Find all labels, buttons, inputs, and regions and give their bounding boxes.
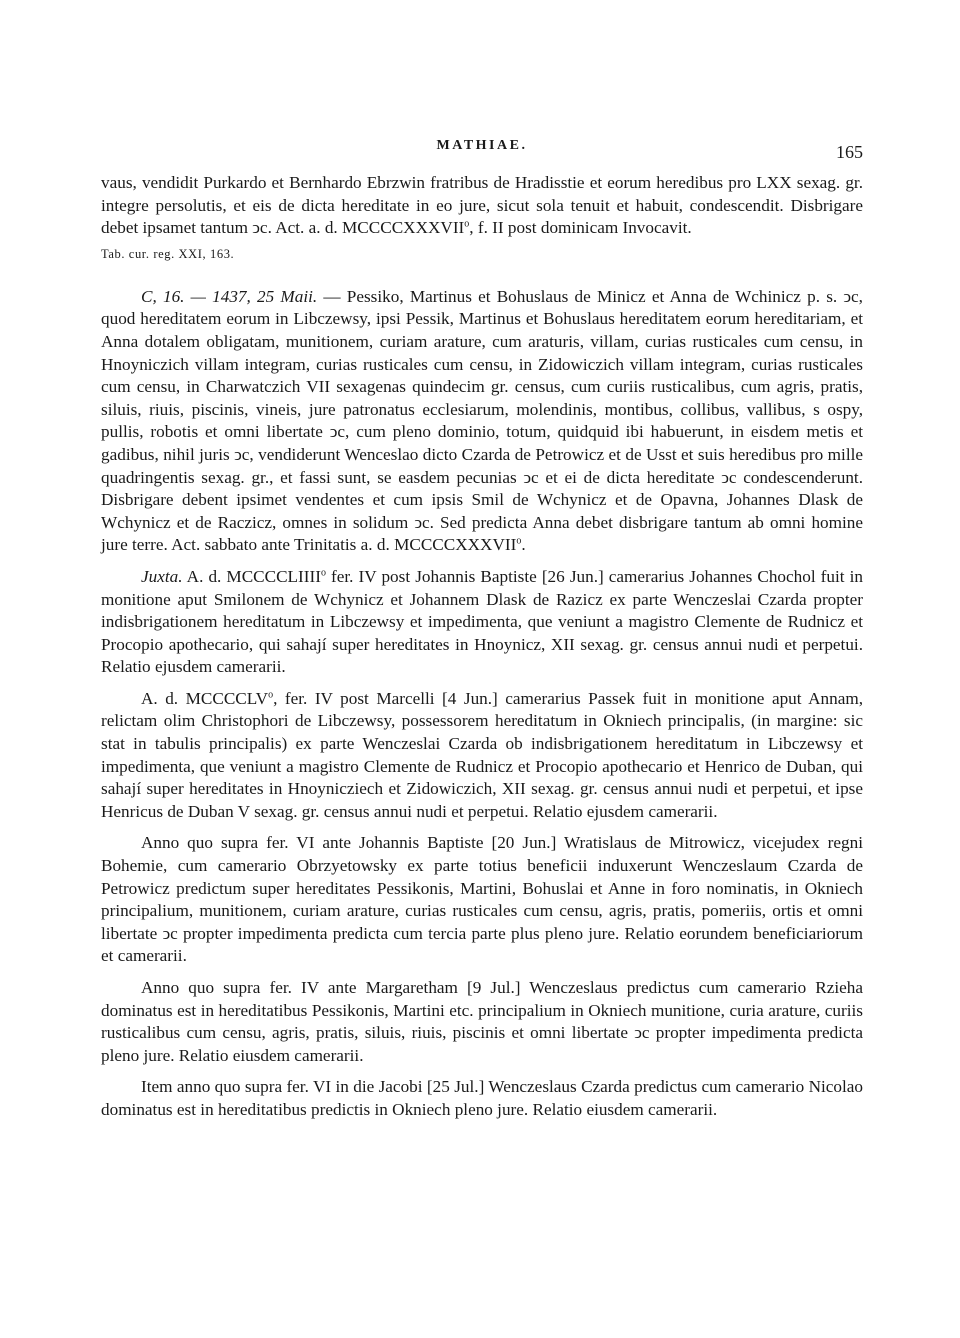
juxta-lead: Juxta. (141, 566, 183, 586)
paragraph-item-anno: Item anno quo supra fer. VI in die Jacobi [25 Jul.] Wenczeslaus Czarda predictus cum camerario Nicolao dominatus est in hereditatibus predictis in Okniech pleno jure. Relatio eiusdem camerarii. (101, 1077, 863, 1119)
paragraph-anno-jul: Anno quo supra fer. IV ante Margaretham [9 Jul.] Wenczeslaus predictus cum camerario Rzieha dominatus est in hereditatibus Pessikonis, Martini etc. principalium in Okniech munitione, curia arature, curiis rusticalibus cum censu, agris, pratis, siluis, riuis, piscinis et omni libertate ↄc propter impedimenta predicta pleno jure. Relatio eiusdem camerarii. (101, 978, 863, 1065)
page-number: 165 (836, 142, 863, 162)
paragraph-anno-jun: Anno quo supra fer. VI ante Johannis Baptiste [20 Jun.] Wratislaus de Mitrowicz, vicejudex regni Bohemie, cum camerario Obrzyetowsky ex parte totius beneficii induxerunt Wenczeslaum Czarda de Petrowicz predictum super hereditates Pessikonis, Martini, Bohuslai et Anne in foro nominatis, in Okniech principalium, munitionem, curiam arature, curias rusticales cum censu, agris, pratis, pomeriis, ortis et omni libertate ↄc propter impedimenta predicta cum tercia parte plus pleno jure. Relatio eorundem beneficiariorum et camerarii. (101, 833, 863, 966)
paragraph-1455 (101, 688, 863, 824)
previous-entry-date-tail: , f. II post dominicam Invocavit. (469, 218, 692, 238)
p2-text-b: , fer. IV post Marcelli [4 Jun.] camerarius Passek fuit in monitione aput Annam, relictam olim Christophori de Libczewsy, possessorem hereditatum in Okniech principalis, (in margine: sic stat in tabulis principalis) ex parte Wenczeslai Czarda ob indisbrigationem hereditatum in Libczewsy et impedimenta, que veniunt a magistro Clemente de Rudnicz et Procopio apothecario et Henrico de Duban, qui sahají super hereditates in Hnoyniczіech et Zidowiczіch, XII sexag. gr. census annui nudi et perpetui, et ipse Henricus de Duban V sexag. gr. census annui nudi et perpetui. Relatio ejusdem camerarii. (101, 688, 863, 821)
entry-reference: C, 16. — 1437, 25 Maii. (141, 286, 318, 306)
entry-text: — Pessiko, Martinus et Bohuslaus de Minicz et Anna de Wchinicz p. s. ↄc, quod hereditatem eorum in Libczewsy, ipsi Pessik, Martinus et Bohuslaus hereditatem eorum hereditariam, et Anna dotalem obligatam, munitionem, curiam arature, cum araturis, villam, curias rusticales cum censu, in Hnoyniczich villam integram, curias rusticales cum censu, in Zidowiczich villam integram, curias rusticales cum censu, in Charwatczich VII sexagenas quindecim gr. census, cum curiis rusticalibus, cum agris, pratis, siluis, riuis, piscinis, vineis, jure patronatus ecclesiarum, molendinis, montibus, collibus, vallibus, s ospy, pullis, robotis et omni libertate ↄc, cum pleno dominio, totum, quidquid ibi habuerunt, in eisdem metis et gadibus, nihil juris ↄc, vendiderunt Wenceslao dicto Czarda de Petrowicz et de Usst et suis heredibus pro mille quadringentis sexag. gr., et fassi sunt, se easdem pecunias ↄc et ei de dicta hereditate ↄc condescenderunt. Disbrigare debent ipsimet vendentes et cum ipsis Smil de Wchynicz et de Opavna, Johannes Dlask de Wchynicz et de Raczicz, omnes in solidum ↄc. Sed predicta Anna debet disbrigare tantum ab omni homine jure terre. Act. sabbato ante Trinitatis a. d. MCCCCXXXVII (101, 286, 863, 555)
previous-entry-date-superscript: o (464, 218, 470, 230)
running-head (101, 138, 863, 172)
source-citation: Tab. cur. reg. XXI, 163. (101, 246, 235, 261)
p2-text-a: A. d. MCCCCLV (141, 688, 269, 708)
paragraph-previous-entry (101, 172, 863, 240)
paragraph-entry (101, 286, 863, 557)
previous-entry-text: vaus, vendidit Purkardo et Bernhardo Ebrzwin fratribus de Hradisstie et eorum heredibus pro LXX sexag. gr. integre persolutis, et eis de dicta hereditate in eo jure, sicut sola tenuit et habuit, condescendit. Disbrigare debet ipsamet tantum ↄc. Act. a. d. MCCCCXXXVII (101, 173, 863, 238)
paragraph-juxta (101, 566, 863, 679)
p2-superscript: o (268, 689, 274, 701)
entry-date-tail: . (521, 535, 526, 555)
juxta-text-a: A. d. MCCCCLIIII (182, 566, 321, 586)
document-page (101, 138, 863, 1122)
juxta-text-b: fer. IV post Johannis Baptiste [26 Jun.] camerarius Johannes Chochol fuit in monitione aput Smilonem de Wchynicz et Johannem Dlask de Razicz ex parte Wenczeslai Czarda propter indisbrigationem hereditatum in Libczewsy et impedimenta, que veniunt a magistro Clemente de Rudnicz et Procopio apothecario, qui sahají super hereditates in Hnoynicz, XII sexag. gr. census annui nudi et perpetui. Relatio ejusdem camerarii. (101, 566, 864, 677)
entry-date-superscript: o (516, 535, 522, 547)
running-title: MATHIAE. (436, 138, 528, 153)
juxta-superscript: o (320, 567, 326, 579)
